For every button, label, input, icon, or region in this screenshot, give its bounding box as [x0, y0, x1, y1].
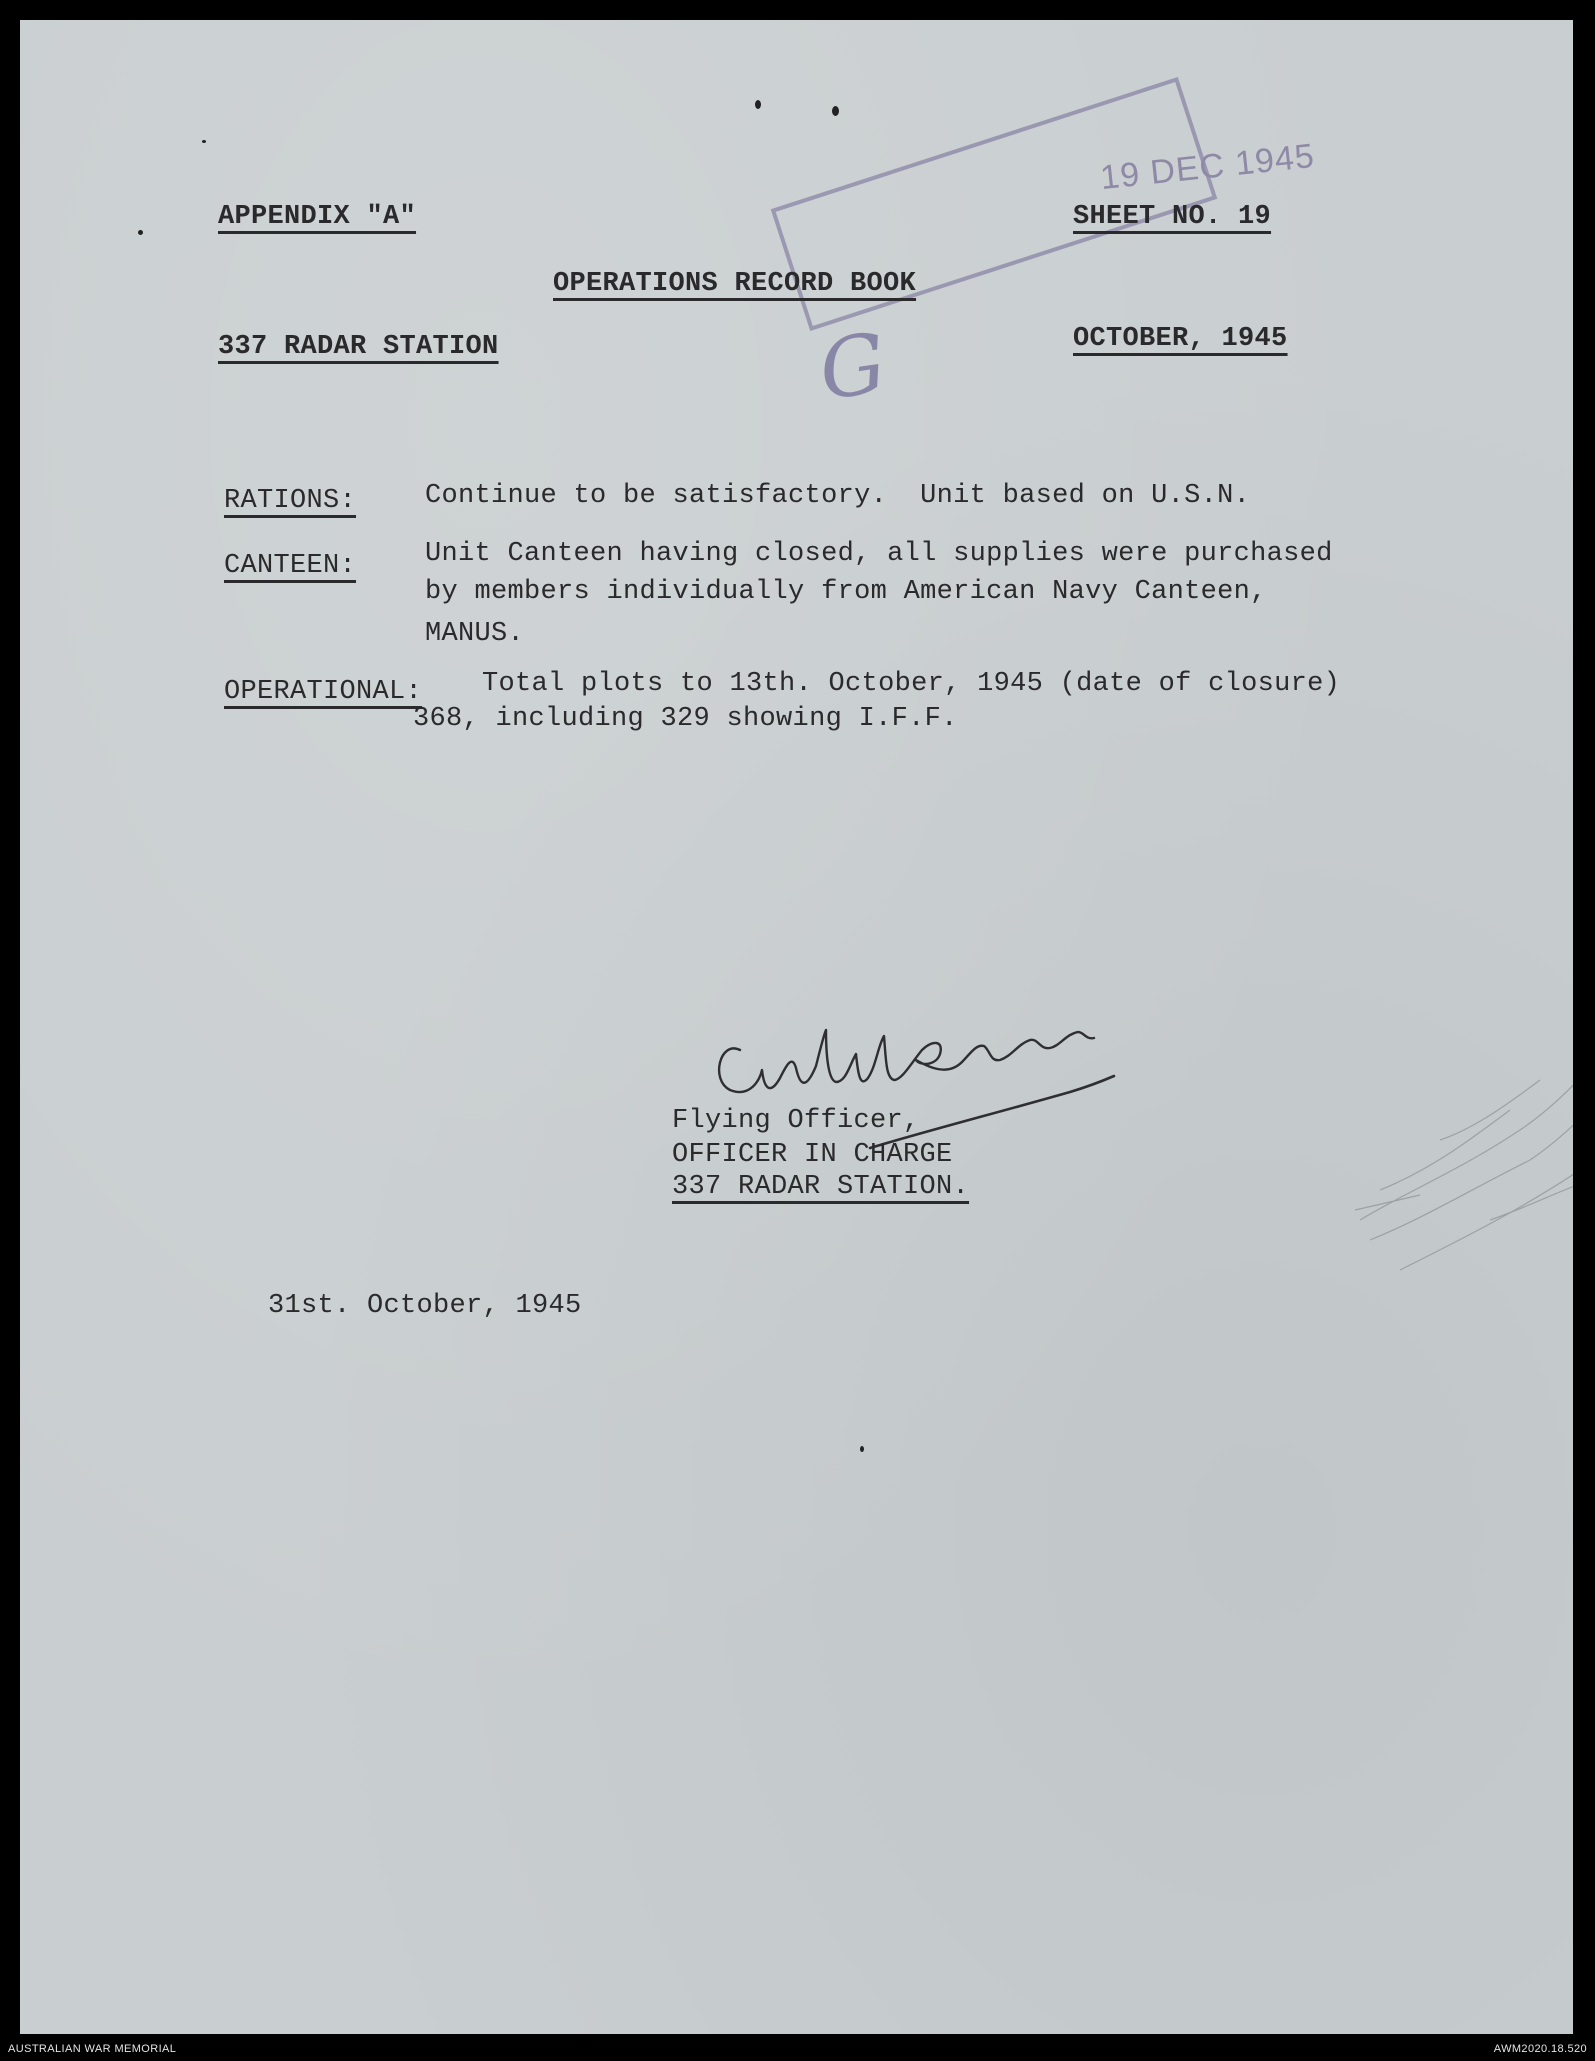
rations-text: Continue to be satisfactory. Unit based on U.S.N. [425, 481, 1251, 511]
page-title: OPERATIONS RECORD BOOK [553, 269, 917, 299]
punch-mark [832, 106, 839, 116]
canteen-line-3: MANUS. [425, 619, 525, 649]
rations-label: RATIONS: [224, 486, 357, 516]
archive-reference: AWM2020.18.520 [1493, 2043, 1587, 2055]
signatory-rank: Flying Officer, [672, 1106, 920, 1136]
signatory-unit: 337 RADAR STATION. [672, 1172, 970, 1202]
received-stamp-date: 19 DEC 1945 [1098, 136, 1317, 198]
operational-line-1: Total plots to 13th. October, 1945 (date of closure) [482, 669, 1341, 699]
paper-scuff-marks [1350, 1020, 1573, 1310]
punch-mark [755, 100, 761, 109]
stamp-initial: G [813, 315, 892, 420]
operational-label: OPERATIONAL: [224, 677, 423, 707]
signatory-role: OFFICER IN CHARGE [672, 1140, 953, 1170]
sheet-number: SHEET NO. 19 [1073, 202, 1272, 232]
speck [138, 230, 143, 235]
canteen-line-1: Unit Canteen having closed, all supplies were purchased [425, 539, 1333, 569]
operational-line-2: 368, including 329 showing I.F.F. [413, 704, 958, 734]
appendix-label: APPENDIX "A" [218, 202, 417, 232]
canteen-label: CANTEEN: [224, 551, 357, 581]
document-date: 31st. October, 1945 [268, 1291, 582, 1321]
record-month: OCTOBER, 1945 [1073, 324, 1288, 354]
document-sheet [20, 20, 1573, 2034]
unit-name: 337 RADAR STATION [218, 332, 499, 362]
speck [202, 140, 206, 143]
speck [860, 1446, 864, 1452]
canteen-line-2: by members individually from American Navy Canteen, [425, 577, 1267, 607]
archive-credit: AUSTRALIAN WAR MEMORIAL [8, 2043, 177, 2055]
